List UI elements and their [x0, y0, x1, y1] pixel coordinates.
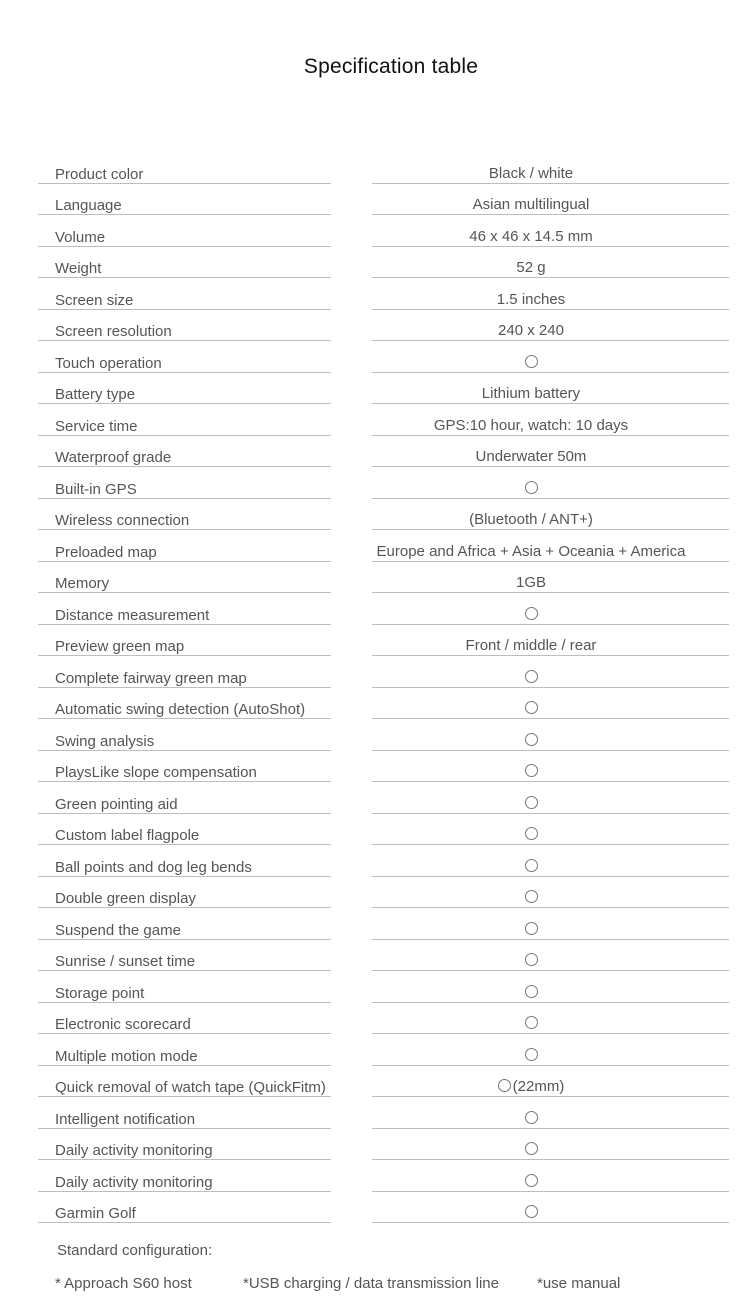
spec-row [0, 184, 750, 216]
spec-value [372, 511, 690, 528]
spec-row [0, 215, 750, 247]
spec-row [0, 1003, 750, 1035]
circle-icon [498, 1079, 511, 1092]
spec-value [372, 763, 690, 780]
spec-value [372, 1141, 690, 1158]
spec-row [0, 341, 750, 373]
spec-label: Garmin Golf [55, 1205, 136, 1222]
spec-label: Battery type [55, 386, 136, 403]
spec-row [0, 656, 750, 688]
spec-value [372, 858, 690, 875]
spec-label: Screen resolution [55, 323, 172, 340]
spec-label: Weight [55, 260, 102, 277]
spec-row [0, 467, 750, 499]
spec-value [372, 480, 690, 497]
spec-row [0, 593, 750, 625]
spec-value [372, 574, 690, 591]
spec-value [372, 669, 690, 686]
spec-value-text: 46 x 46 x 14.5 mm [469, 227, 593, 245]
spec-table [0, 152, 750, 1223]
spec-label: Intelligent notification [55, 1110, 196, 1128]
circle-icon [525, 481, 538, 494]
circle-icon [525, 355, 538, 368]
spec-label: Built-in GPS [55, 480, 137, 498]
spec-row [0, 845, 750, 877]
std-item-usb-line: *USB charging / data transmission line [243, 1275, 499, 1292]
spec-label: Volume [55, 228, 106, 246]
spec-label: Storage point [55, 984, 145, 1002]
spec-label: Ball points and dog leg bends [55, 858, 252, 876]
spec-value-text: (Bluetooth / ANT+) [469, 511, 593, 528]
std-item-host: * Approach S60 host [55, 1275, 192, 1292]
spec-label: Distance measurement [55, 606, 210, 624]
spec-row [0, 1034, 750, 1066]
spec-value-text: 1.5 inches [496, 290, 566, 308]
spec-label: Electronic scorecard [55, 1016, 191, 1033]
circle-icon [525, 764, 538, 777]
spec-value [372, 1173, 690, 1190]
spec-row [0, 499, 750, 531]
spec-value [372, 165, 690, 182]
spec-row [0, 908, 750, 940]
spec-value [372, 984, 690, 1001]
spec-value [372, 322, 690, 339]
spec-row [0, 625, 750, 657]
circle-icon [525, 1016, 538, 1029]
spec-label: Preview green map [55, 638, 185, 655]
spec-label: Suspend the game [55, 921, 181, 939]
circle-icon [525, 796, 538, 809]
spec-label: PlaysLike slope compensation [55, 764, 257, 781]
spec-row [0, 940, 750, 972]
spec-value [372, 543, 690, 560]
spec-label: Complete fairway green map [55, 669, 247, 687]
spec-value [372, 291, 690, 308]
spec-label: Screen size [55, 291, 134, 309]
spec-label: Preloaded map [55, 543, 157, 561]
spec-row [0, 751, 750, 783]
spec-value [372, 889, 690, 906]
circle-icon [525, 1142, 538, 1155]
circle-icon [525, 890, 538, 903]
spec-label: Custom label flagpole [55, 827, 200, 844]
spec-value-text: Lithium battery [481, 385, 581, 402]
spec-label: Sunrise / sunset time [55, 953, 196, 970]
spec-row [0, 1192, 750, 1224]
spec-row [0, 373, 750, 405]
spec-row [0, 782, 750, 814]
circle-icon [525, 827, 538, 840]
spec-value [372, 354, 690, 371]
spec-value [372, 385, 690, 402]
spec-row [0, 152, 750, 184]
divider [38, 1222, 331, 1223]
spec-value-text: Asian multilingual [472, 196, 590, 213]
spec-row [0, 1097, 750, 1129]
spec-value [372, 1204, 690, 1221]
spec-row [0, 310, 750, 342]
circle-icon [525, 1174, 538, 1187]
spec-row [0, 562, 750, 594]
spec-label: Multiple motion mode [55, 1047, 198, 1065]
spec-label: Automatic swing detection (AutoShot) [55, 701, 306, 718]
spec-value-text: (22mm) [512, 1078, 565, 1095]
spec-value-text: 240 x 240 [498, 322, 564, 339]
spec-label: Memory [55, 575, 110, 592]
spec-row [0, 719, 750, 751]
spec-value-text: 52 g [516, 259, 546, 276]
spec-label: Double green display [55, 890, 196, 907]
spec-value-text: GPS:10 hour, watch: 10 days [433, 416, 629, 434]
spec-value [372, 417, 690, 434]
spec-row [0, 1066, 750, 1098]
spec-label: Product color [55, 165, 144, 183]
circle-icon [525, 1205, 538, 1218]
spec-value [372, 732, 690, 749]
spec-value [372, 1047, 690, 1064]
spec-row [0, 877, 750, 909]
page-title: Specification table [303, 55, 479, 78]
spec-row [0, 688, 750, 720]
spec-value [372, 826, 690, 843]
spec-value [372, 448, 690, 465]
spec-row [0, 1160, 750, 1192]
spec-value-text: Europe and Africa + Asia + Oceania + America [376, 542, 686, 560]
spec-value [372, 196, 690, 213]
spec-value [372, 921, 690, 938]
spec-value [372, 1110, 690, 1127]
spec-value [372, 259, 690, 276]
spec-label: Daily activity monitoring [55, 1173, 213, 1191]
spec-value [372, 1015, 690, 1032]
spec-value-text: Underwater 50m [475, 448, 587, 465]
spec-value [372, 606, 690, 623]
spec-label: Wireless connection [55, 512, 190, 529]
circle-icon [525, 985, 538, 998]
spec-row [0, 404, 750, 436]
spec-label: Touch operation [55, 354, 162, 372]
spec-value [372, 700, 690, 717]
circle-icon [525, 1111, 538, 1124]
spec-value [372, 637, 690, 654]
spec-label: Language [55, 197, 122, 214]
circle-icon [525, 670, 538, 683]
spec-label: Service time [55, 417, 138, 435]
circle-icon [525, 922, 538, 935]
spec-row [0, 247, 750, 279]
spec-label: Quick removal of watch tape (QuickFitm) [55, 1079, 326, 1096]
std-item-manual: *use manual [537, 1275, 621, 1292]
spec-row [0, 278, 750, 310]
spec-value-text: Black / white [488, 164, 574, 182]
spec-value [372, 228, 690, 245]
spec-value [372, 795, 690, 812]
spec-value-text: Front / middle / rear [465, 637, 597, 654]
spec-label: Swing analysis [55, 732, 155, 750]
spec-value [372, 952, 690, 969]
spec-value [372, 1078, 690, 1095]
circle-icon [525, 859, 538, 872]
circle-icon [525, 1048, 538, 1061]
spec-row [0, 971, 750, 1003]
spec-label: Daily activity monitoring [55, 1142, 213, 1159]
divider [372, 1222, 729, 1223]
circle-icon [525, 953, 538, 966]
circle-icon [525, 733, 538, 746]
spec-row [0, 436, 750, 468]
spec-label: Green pointing aid [55, 795, 178, 813]
spec-value-text: 1GB [515, 574, 546, 591]
spec-label: Waterproof grade [55, 449, 172, 466]
spec-row [0, 814, 750, 846]
spec-row [0, 1129, 750, 1161]
circle-icon [525, 701, 538, 714]
spec-row [0, 530, 750, 562]
standard-configuration-title: Standard configuration: [57, 1242, 213, 1259]
circle-icon [525, 607, 538, 620]
